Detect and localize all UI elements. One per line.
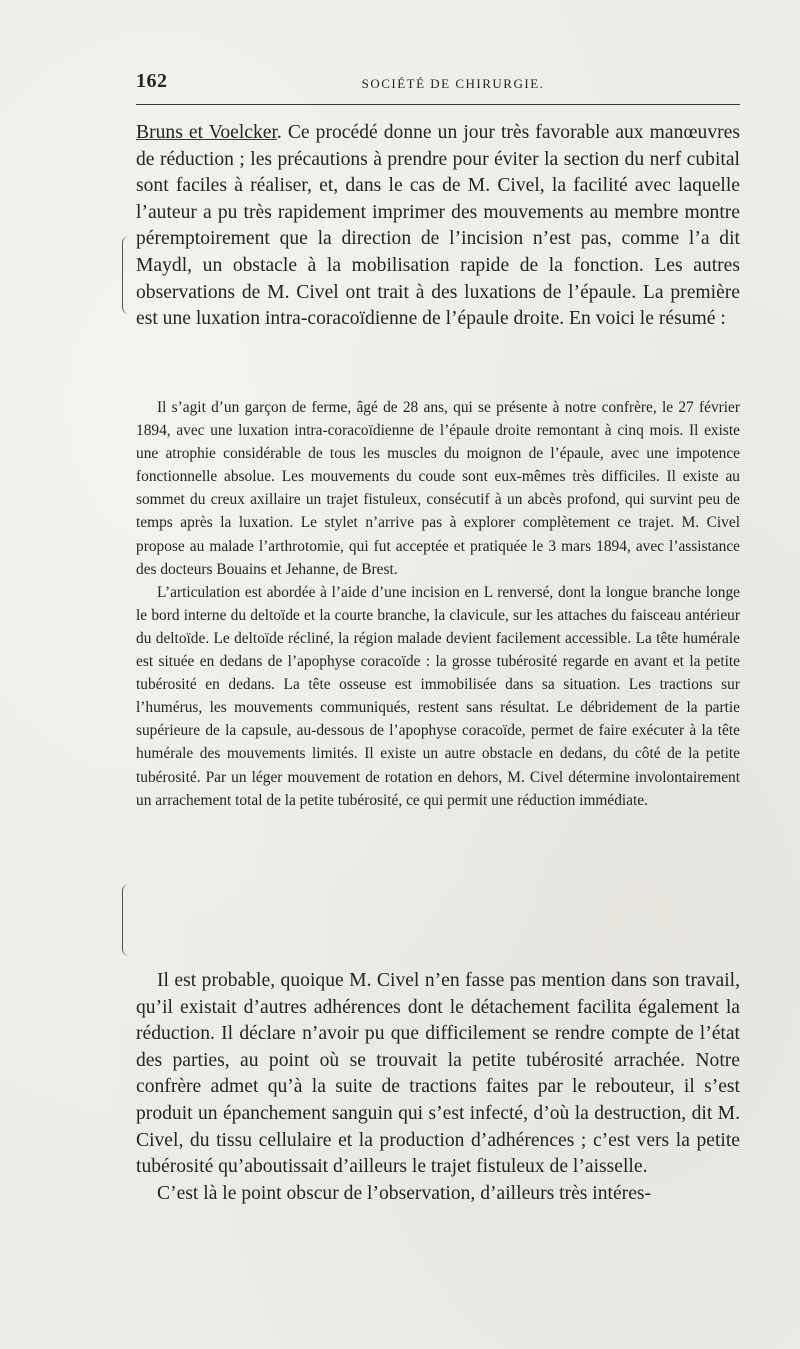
header-rule <box>136 104 740 105</box>
margin-annotation-mark <box>122 236 129 314</box>
observation-paragraph: L’articulation est abordée à l’aide d’une incision en L renversé, dont la longue branche longe le bord interne du deltoïde et la courte branche, la clavicule, sur les attaches du faisceau antérieur du deltoïde. Le deltoïde récliné, la région malade devient facilement accessible. La tête humérale est située en dedans de l’apophyse coracoïde : la grosse tubérosité regarde en avant et la petite tubérosité en dedans. La tête osseuse est immobilisée dans sa situation. Les tractions sur l’humérus, les mouvements communiqués, restent sans résultat. Le débridement de la partie supérieure de la capsule, au-dessous de l’apophyse coracoïde, permet de faire exécuter à la tête humérale des mouvements limités. Il existe un autre obstacle en dedans, du côté de la petite tubérosité. Par un léger mouvement de rotation en dehors, M. Civel détermine involontairement un arrachement total de la petite tubérosité, ce qui permit une réduction immédiate. <box>136 583 740 809</box>
main-text <box>136 120 740 333</box>
author-reference: Bruns et Voelcker <box>136 122 277 143</box>
margin-annotation-mark <box>122 884 129 956</box>
continuation-text <box>136 968 740 1207</box>
running-title: SOCIÉTÉ DE CHIRURGIE. <box>361 76 545 91</box>
observation-paragraph: Il s’agit d’un garçon de ferme, âgé de 28 ans, qui se présente à notre confrère, le 27 février 1894, avec une luxation intra-coracoïdienne de l’épaule droite remontant à cinq mois. Il existe une atrophie considérable de tous les muscles du moignon de l’épaule, avec une impotence fonctionnelle absolue. Les mouvements du coude sont eux-mêmes très difficiles. Il existe au sommet du creux axillaire un trajet fistuleux, consécutif à un abcès profond, qui survint peu de temps après la luxation. Le stylet n’arrive pas à explorer complètement ce trajet. M. Civel propose au malade l’arthrotomie, qui fut acceptée et pratiquée le 3 mars 1894, avec l’assistance des docteurs Bouains et Jehanne, de Brest. <box>136 399 740 578</box>
main-paragraph-text: . Ce procédé donne un jour très favorable aux manœuvres de réduction ; les précautions à prendre pour éviter la section du nerf cubital sont faciles à réaliser, et, dans le cas de M. Civel, la facilité avec laquelle l’auteur a pu très rapidement imprimer des mouvements au membre montre péremptoirement que la direction de l’incision n’est pas, comme l’a dit Maydl, un obstacle à la mobilisation rapide de la fonction. Les autres observations de M. Civel ont trait à des luxations de l’épaule. La première est une luxation intra-coracoïdienne de l’épaule droite. En voici le résumé : <box>136 122 740 330</box>
continuation-paragraph: C’est là le point obscur de l’observation, d’ailleurs très intéres- <box>157 1182 652 1204</box>
observation-summary <box>136 396 740 812</box>
main-paragraph <box>136 120 740 333</box>
continuation-paragraph: Il est probable, quoique M. Civel n’en fasse pas mention dans son travail, qu’il existait d’autres adhérences dont le détachement facilita également la réduction. Il déclare n’avoir pu que difficilement se rendre compte de l’état des parties, au point où se trouvait la petite tubérosité arrachée. Notre confrère admet qu’à la suite de tractions faites par le rebouteur, il s’est produit un épanchement sanguin qui s’est infecté, d’où la destruction, dit M. Civel, du tissu cellulaire et la production d’adhérences ; c’est vers la petite tubérosité qu’aboutissait d’ailleurs le trajet fistuleux de l’aisselle. <box>136 970 740 1178</box>
page-header <box>136 70 740 100</box>
page-number: 162 <box>136 70 168 92</box>
